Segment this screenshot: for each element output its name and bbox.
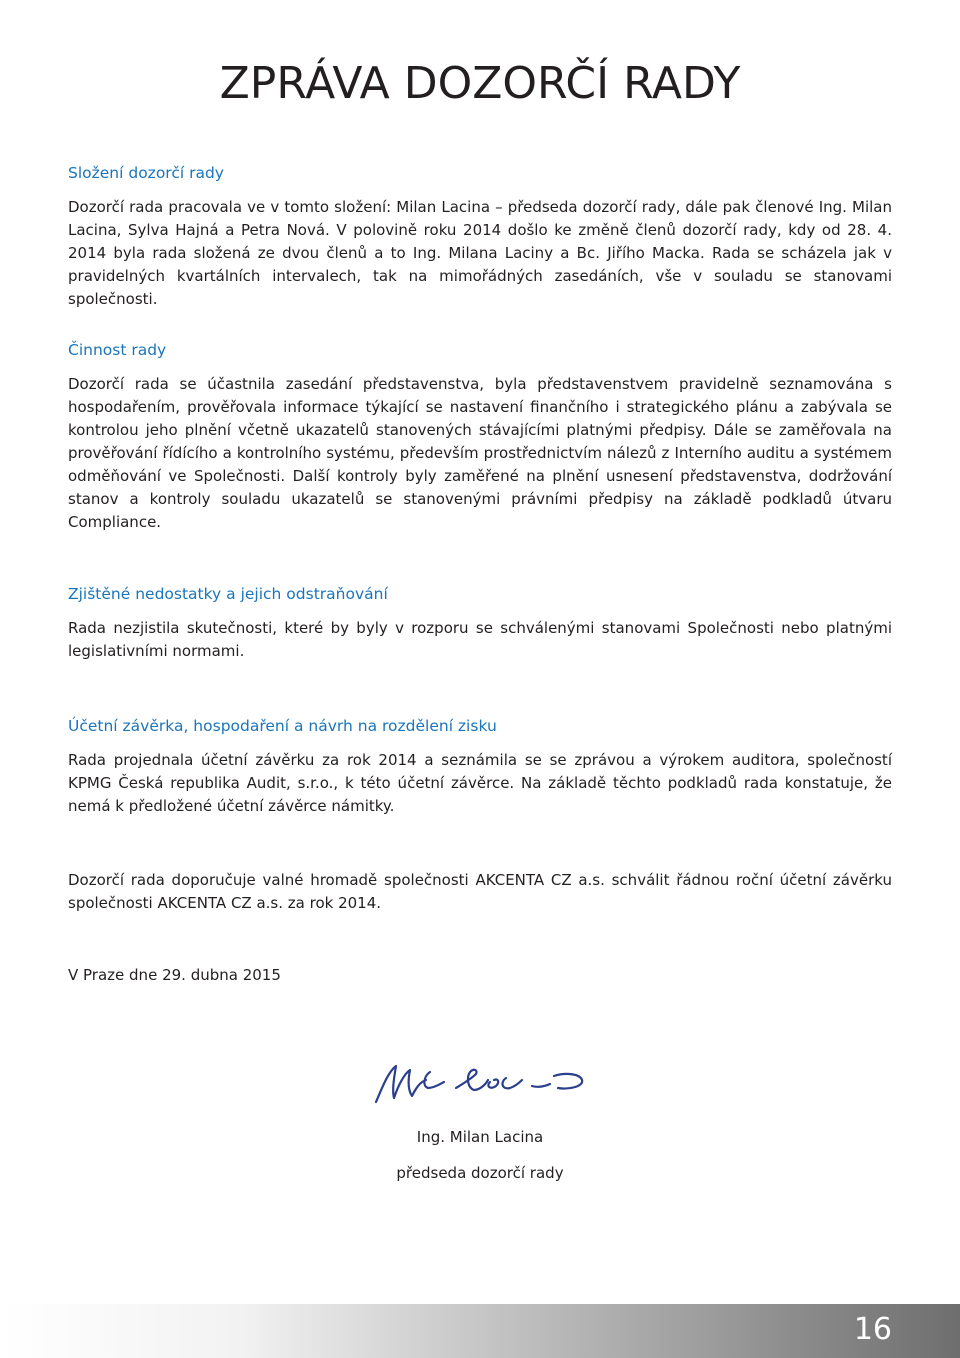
recommendation-block bbox=[68, 869, 892, 915]
section-deficiencies bbox=[68, 585, 892, 663]
section-financial-statements bbox=[68, 717, 892, 818]
section-text: Rada nezjistila skutečnosti, které by byly v rozporu se schválenými stanovami Společnosti nebo platnými legislativními normami. bbox=[68, 619, 892, 660]
section-text: Dozorčí rada se účastnila zasedání představenstva, byla představenstvem pravidelně seznamována s hospodařením, prověřovala informace týkající se nastavení finančního i strategického plánu a zabývala se kontrolou jeho plnění včetně ukazatelů stanovených stávajícími platnými předpisy. Dále se zaměřovala na prověřování řídícího a kontrolního systému, především prostřednictvím nálezů z Interního auditu a systémem odměňování ve Společnosti. Další kontroly byly zaměřené na plnění usnesení představenstva, dodržování stanov a kontroly souladu ukazatelů se stanovenými právními předpisy na základě podkladů útvaru Compliance. bbox=[68, 375, 892, 531]
date-block bbox=[68, 964, 892, 987]
page-number: 16 bbox=[853, 1312, 892, 1347]
section-heading: Zjištěné nedostatky a jejich odstraňování bbox=[68, 585, 388, 603]
signatory-role: předseda dozorčí rady bbox=[396, 1164, 564, 1182]
signature-block bbox=[0, 1058, 960, 1184]
section-text: Dozorčí rada pracovala ve v tomto složení: Milan Lacina – předseda dozorčí rady, dále pak členové Ing. Milan Lacina, Sylva Hajná a Petra Nová. V polovině roku 2014 došlo ke změně členů dozorčí rady, kdy od 28. 4. 2014 byla rada složená ze dvou členů a to Ing. Milana Laciny a Bc. Jiřího Macka. Rada se scházela jak v pravidelných kvartálních intervalech, tak na mimořádných zasedáních, vše v souladu se stanovami společnosti. bbox=[68, 198, 892, 308]
page-title: ZPRÁVA DOZORČÍ RADY bbox=[219, 58, 741, 109]
recommendation-text: Dozorčí rada doporučuje valné hromadě společnosti AKCENTA CZ a.s. schválit řádnou roční účetní závěrku společnosti AKCENTA CZ a.s. za rok 2014. bbox=[68, 871, 892, 912]
signatory-name: Ing. Milan Lacina bbox=[416, 1128, 544, 1146]
section-composition bbox=[68, 164, 892, 311]
section-heading: Složení dozorčí rady bbox=[68, 164, 224, 182]
page-footer bbox=[0, 1304, 960, 1358]
section-text: Rada projednala účetní závěrku za rok 2014 a seznámila se se zprávou a výrokem auditora, společností KPMG Česká republika Audit, s.r.o., k této účetní závěrce. Na základě těchto podkladů rada konstatuje, že nemá k předložené účetní závěrce námitky. bbox=[68, 751, 892, 815]
date-line: V Praze dne 29. dubna 2015 bbox=[68, 966, 281, 984]
section-heading: Činnost rady bbox=[68, 341, 167, 359]
section-heading: Účetní závěrka, hospodaření a návrh na rozdělení zisku bbox=[68, 717, 497, 735]
section-activity bbox=[68, 341, 892, 534]
signature-image bbox=[370, 1058, 590, 1108]
